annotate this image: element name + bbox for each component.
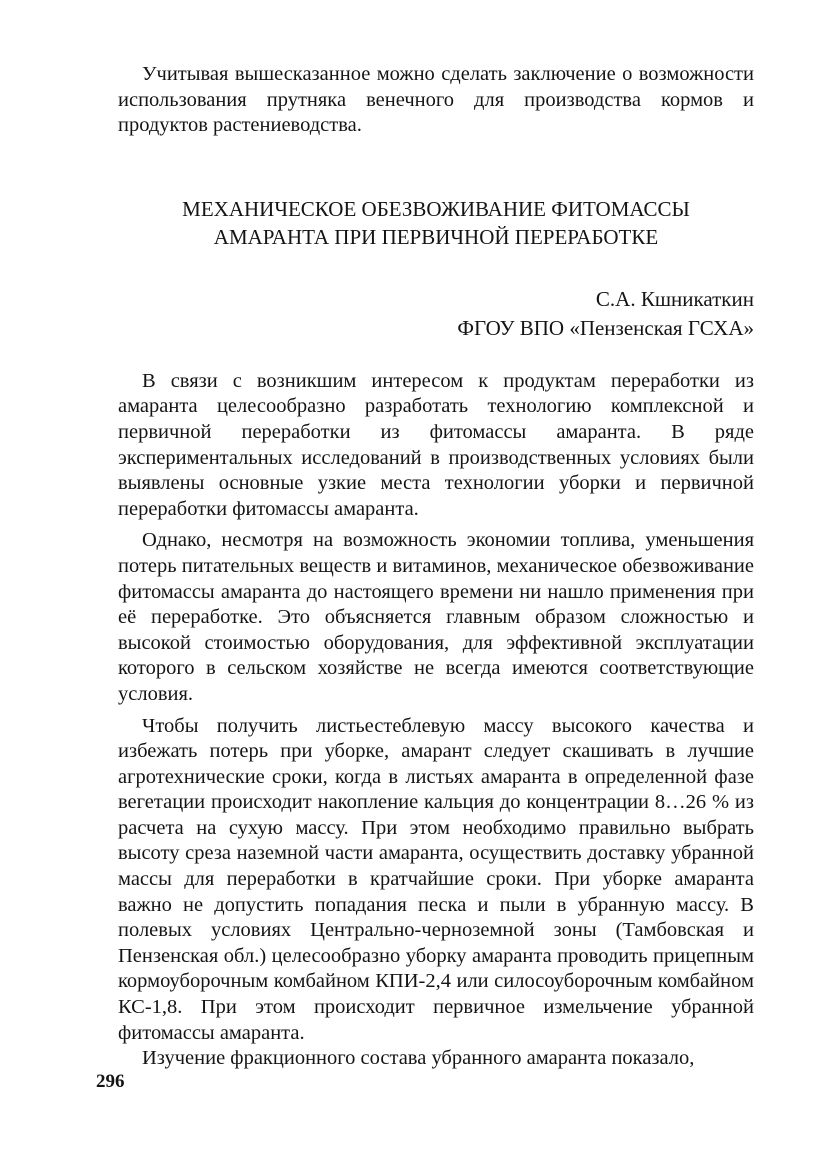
page-number: 296: [96, 1071, 125, 1092]
author-name: С.А. Кшникаткин: [595, 286, 754, 311]
article-body: [118, 369, 754, 1072]
author-block: [118, 285, 754, 343]
body-paragraph: Однако, несмотря на возможность экономии топлива, уменьшения потерь питательных веществ и витаминов, механическое обезвоживание фитомассы амаранта до настоящего времени ни нашло применения при её переработке. Это объясняется главным образом сложностью и высокой стоимостью оборудования, для эффективной эксплуатации которого в сельском хозяйстве не всегда имеются соответствующие условия.: [118, 529, 754, 705]
article-title-line-1: МЕХАНИЧЕСКОЕ ОБЕЗВОЖИВАНИЕ ФИТОМАССЫ: [182, 196, 690, 221]
author-affiliation: ФГОУ ВПО «Пензенская ГСХА»: [457, 315, 754, 340]
page-content: [118, 62, 754, 1072]
body-paragraph: Изучение фракционного состава убранного амаранта показало,: [142, 1047, 695, 1070]
article-title: [118, 195, 754, 251]
body-paragraph: Чтобы получить листьестеблевую массу высокого качества и избежать потерь при уборке, амарант следует скашивать в лучшие агротехнические сроки, когда в листьях амаранта в определенной фазе вегетации происходит накопление кальция до концентрации 8…26 % из расчета на сухую массу. При этом необходимо правильно выбрать высоту среза наземной части амаранта, осуществить доставку убранной массы для переработки в кратчайшие сроки. При уборке амаранта важно не допустить попадания песка и пыли в убранную массу. В полевых условиях Центрально-черноземной зоны (Тамбовская и Пензенская обл.) целесообразно уборку амаранта проводить прицепным кормоуборочным комбайном КПИ-2,4 или силосоуборочным комбайном КС-1,8. При этом происходит первичное измельчение убранной фитомассы амаранта.: [118, 714, 754, 1044]
article-title-line-2: АМАРАНТА ПРИ ПЕРВИЧНОЙ ПЕРЕРАБОТКЕ: [213, 224, 659, 249]
body-paragraph: В связи с возникшим интересом к продуктам переработки из амаранта целесообразно разработать технологию комплексной и первичной переработки из фитомассы амаранта. В ряде экспериментальных исследований в производственных условиях были выявлены основные узкие места технологии уборки и первичной переработки фитомассы амаранта.: [118, 369, 754, 520]
intro-paragraph: Учитывая вышесказанное можно сделать заключение о возможности использования прутняка венечного для производства кормов и продуктов растениеводства.: [118, 63, 754, 137]
